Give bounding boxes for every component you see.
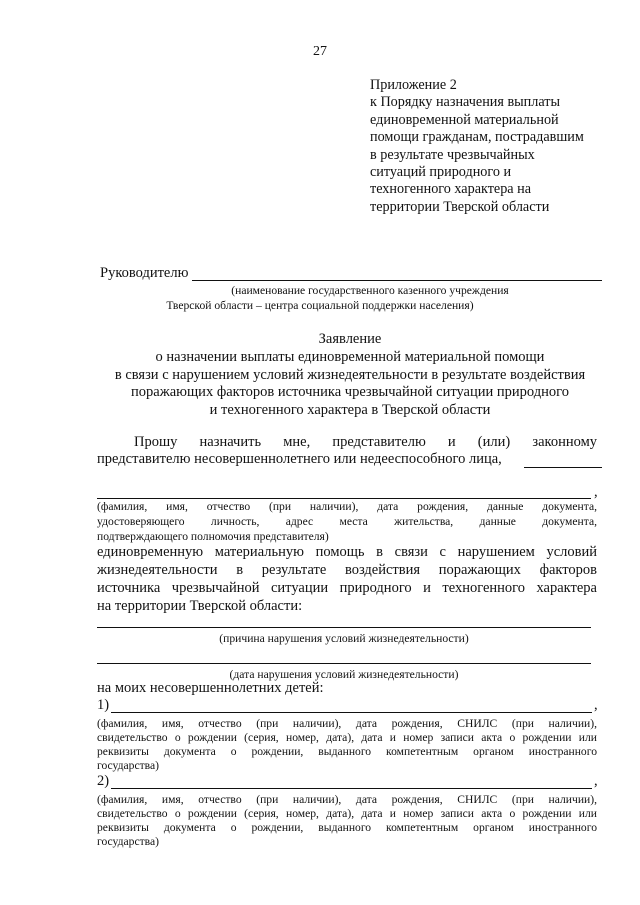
applicant-comma: , — [594, 484, 598, 500]
applicant-caption-3: подтверждающего полномочия представителя) — [97, 530, 329, 543]
applicant-fill-line[interactable] — [97, 498, 591, 499]
appendix-line: техногенного характера на — [370, 181, 532, 198]
appendix-line: территории Тверской области — [370, 198, 550, 215]
request-line-2: представителю несовершеннолетнего или недееспособного лица, — [97, 451, 502, 467]
body-line-4: на территории Тверской области: — [97, 598, 303, 614]
page-number: 27 — [313, 44, 327, 59]
title-heading: Заявление — [318, 331, 382, 347]
child-2-fill-line[interactable] — [111, 788, 592, 789]
title-line: в связи с нарушением условий жизнедеятельности в результате воздействия — [114, 366, 586, 383]
appendix-line: единовременной материальной — [370, 111, 559, 128]
addressee-caption-2: Тверской области – центра социальной поддержки населения) — [166, 299, 474, 312]
appendix-line: в результате чрезвычайных — [370, 146, 535, 163]
child-2-caption-2: свидетельство о рождении (серия, номер, дата), дата и номер записи акта о рождении или — [97, 807, 597, 820]
child-1-number: 1) — [97, 697, 110, 713]
child-1-comma: , — [594, 697, 598, 713]
appendix-line: ситуаций природного и — [370, 164, 512, 181]
child-2-number: 2) — [97, 773, 110, 789]
appendix-line: к Порядку назначения выплаты — [370, 94, 561, 111]
date-caption: (дата нарушения условий жизнедеятельности) — [229, 668, 459, 681]
child-2-comma: , — [594, 773, 598, 789]
addressee-fill-line[interactable] — [192, 280, 602, 281]
child-2-caption-1: (фамилия, имя, отчество (при наличии), дата рождения, СНИЛС (при наличии), — [97, 793, 597, 806]
children-label: на моих несовершеннолетних детей: — [97, 680, 324, 696]
applicant-caption-2: удостоверяющего личность, адрес места жительства, данные документа, — [97, 515, 597, 528]
reason-caption: (причина нарушения условий жизнедеятельности) — [219, 632, 469, 645]
child-2-caption-4: государства) — [97, 835, 159, 848]
title-line: поражающих факторов источника чрезвычайной ситуации природного — [131, 384, 569, 401]
appendix-line: Приложение 2 — [370, 77, 457, 93]
appendix-line: помощи гражданам, пострадавшим — [370, 129, 584, 146]
appendix-header — [370, 77, 584, 216]
title-line: и техногенного характера в Тверской области — [209, 402, 491, 419]
date-fill-line[interactable] — [97, 663, 591, 664]
request-line-1: Прошу назначить мне, представителю и (или) законному — [134, 434, 597, 450]
child-1-caption-1: (фамилия, имя, отчество (при наличии), дата рождения, СНИЛС (при наличии), — [97, 717, 597, 730]
body-line-1: единовременную материальную помощь в связи с нарушением условий — [97, 544, 597, 560]
applicant-caption-1: (фамилия, имя, отчество (при наличии), дата рождения, данные документа, — [97, 500, 597, 513]
title-line: о назначении выплаты единовременной материальной помощи — [155, 348, 545, 365]
child-1-caption-4: государства) — [97, 759, 159, 772]
body-line-2: жизнедеятельности в результате воздействия поражающих факторов — [97, 562, 597, 578]
reason-fill-line[interactable] — [97, 627, 591, 628]
child-1-fill-line[interactable] — [111, 712, 592, 713]
document-title — [90, 331, 610, 420]
child-2-caption-3: реквизиты документа о рождении, выданного компетентным органом иностранного — [97, 821, 597, 834]
addressee-label: Руководителю — [100, 265, 189, 281]
addressee-caption-1: (наименование государственного казенного учреждения — [231, 284, 509, 297]
body-line-3: источника чрезвычайной ситуации природного и техногенного характера — [97, 580, 597, 596]
applicant-fill-line-short[interactable] — [524, 467, 602, 468]
child-1-caption-2: свидетельство о рождении (серия, номер, дата), дата и номер записи акта о рождении или — [97, 731, 597, 744]
child-1-caption-3: реквизиты документа о рождении, выданного компетентным органом иностранного — [97, 745, 597, 758]
